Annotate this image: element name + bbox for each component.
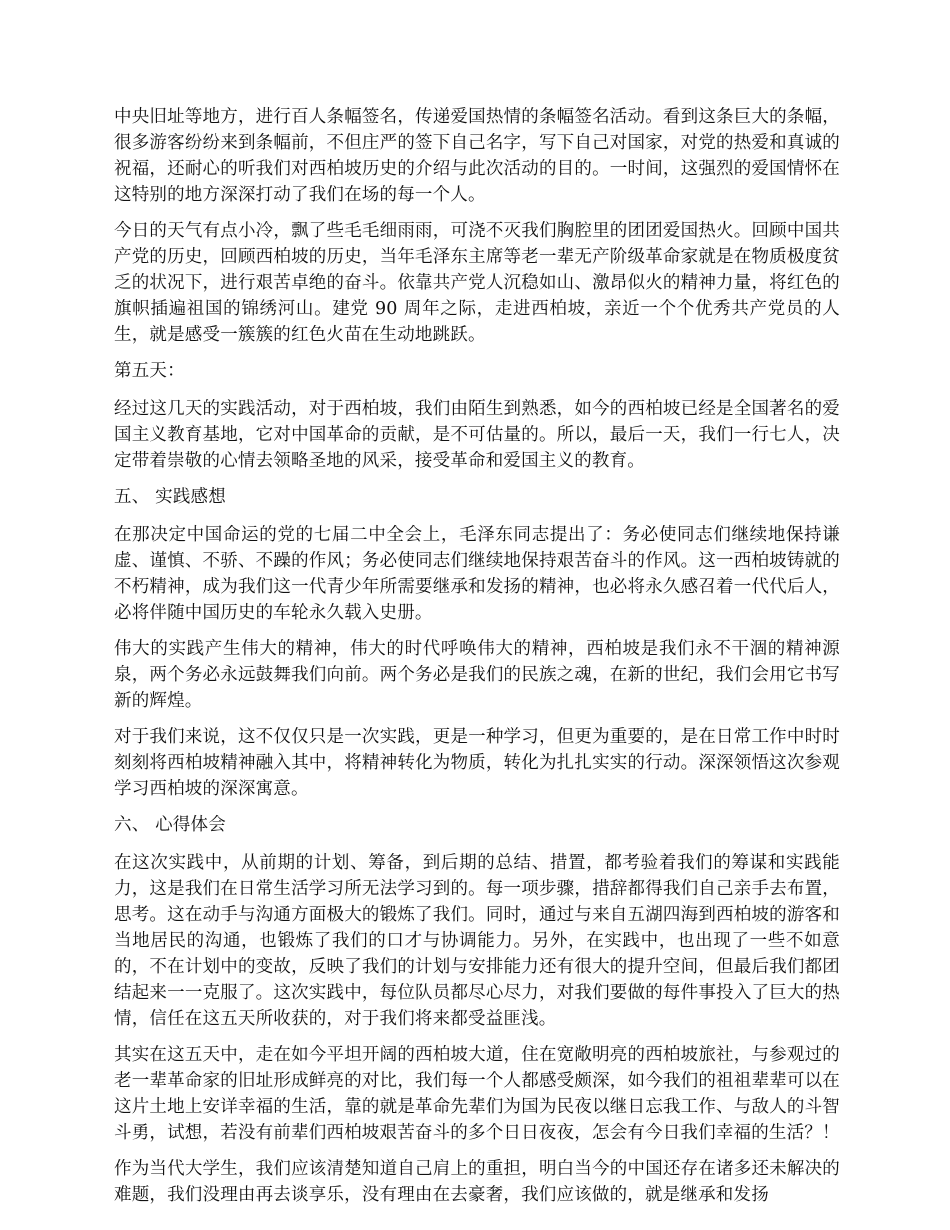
paragraph-signature-activity: 中央旧址等地方，进行百人条幅签名，传递爱国热情的条幅签名活动。看到这条巨大的条幅，很多游客纷纷来到条幅前，不但庄严的签下自己名字，写下自己对国家，对党的热爱和真诚的祝福，还耐心的听我们对西柏坡历史的介绍与此次活动的目的。一时间，这强烈的爱国情怀在这特别的地方深深打动了我们在场的每一个人。 <box>114 107 840 205</box>
paragraph-practice-experience: 在这次实践中，从前期的计划、筹备，到后期的总结、措置，都考验着我们的筹谋和实践能力，这是我们在日常生活学习所无法学习到的。每一项步骤，措辞都得我们自己亲手去布置，思考。这在动手与沟通方面极大的锻炼了我们。同时，通过与来自五湖四海到西柏坡的游客和当地居民的沟通，也锻炼了我们的口才与协调能力。另外，在实践中，也出现了一些不如意的，不在计划中的变故，反映了我们的计划与安排能力还有很大的提升空间，但最后我们都团结起来一一克服了。这次实践中，每位队员都尽心尽力，对我们要做的每件事投入了巨大的热情，信任在这五天所收获的，对于我们将来都受益匪浅。 <box>114 853 840 1029</box>
section-five-heading: 五、 实践感想 <box>114 487 226 507</box>
paragraph-weather-history: 今日的天气有点小冷，飘了些毛毛细雨雨，可浇不灭我们胸腔里的团团爱国热火。回顾中国共产党的历史，回顾西柏坡的历史，当年毛泽东主席等老一辈无产阶级革命家就是在物质极度贫乏的状况下，进行艰苦卓绝的奋斗。依靠共产党人沉稳如山、激昂似火的精神力量，将红色的旗帜插遍祖国的锦绣河山。建党 90 周年之际，走进西柏坡，亲近一个个优秀共产党员的人生，就是感受一簇簇的红色火苗在生动地跳跃。 <box>114 221 840 345</box>
section-six-heading: 六、 心得体会 <box>114 815 226 835</box>
paragraph-second-plenary: 在那决定中国命运的党的七届二中全会上，毛泽东同志提出了：务必使同志们继续地保持谦虚、谨慎、不骄、不躁的作风；务必使同志们继续地保持艰苦奋斗的作风。这一西柏坡铸就的不朽精神，成为我们这一代青少年所需要继承和发扬的精神，也必将永久感召着一代代后人，必将伴随中国历史的车轮永久载入史册。 <box>114 525 840 623</box>
paragraph-learning: 对于我们来说，这不仅仅只是一次实践，更是一种学习，但更为重要的，是在日常工作中时时刻刻将西柏坡精神融入其中，将精神转化为物质，转化为扎扎实实的行动。深深领悟这次参观学习西柏坡的深深寓意。 <box>114 727 840 799</box>
paragraph-day-five: 经过这几天的实践活动，对于西柏坡，我们由陌生到熟悉，如今的西柏坡已经是全国著名的爱国主义教育基地，它对中国革命的贡献，是不可估量的。所以，最后一天，我们一行七人，决定带着崇敬的心情去领略圣地的风采，接受革命和爱国主义的教育。 <box>114 399 840 471</box>
paragraph-five-days: 其实在这五天中，走在如今平坦开阔的西柏坡大道，住在宽敞明亮的西柏坡旅社，与参观过的老一辈革命家的旧址形成鲜亮的对比，我们每一个人都感受颇深，如今我们的祖祖辈辈可以在这片土地上安详幸福的生活，靠的就是革命先辈们为国为民夜以继日忘我工作、与敌人的斗智斗勇，试想，若没有前辈们西柏坡艰苦奋斗的多个日日夜夜，怎会有今日我们幸福的生活？！ <box>114 1045 840 1143</box>
day-five-heading: 第五天： <box>114 361 185 381</box>
paragraph-great-spirit: 伟大的实践产生伟大的精神，伟大的时代呼唤伟大的精神，西柏坡是我们永不干涸的精神源泉，两个务必永远鼓舞我们向前。两个务必是我们的民族之魂，在新的世纪，我们会用它书写新的辉煌。 <box>114 639 840 711</box>
paragraph-college-students: 作为当代大学生，我们应该清楚知道自己肩上的重担，明白当今的中国还存在诸多还未解决的难题，我们没理由再去谈享乐，没有理由在去豪奢，我们应该做的，就是继承和发扬 <box>114 1159 840 1205</box>
